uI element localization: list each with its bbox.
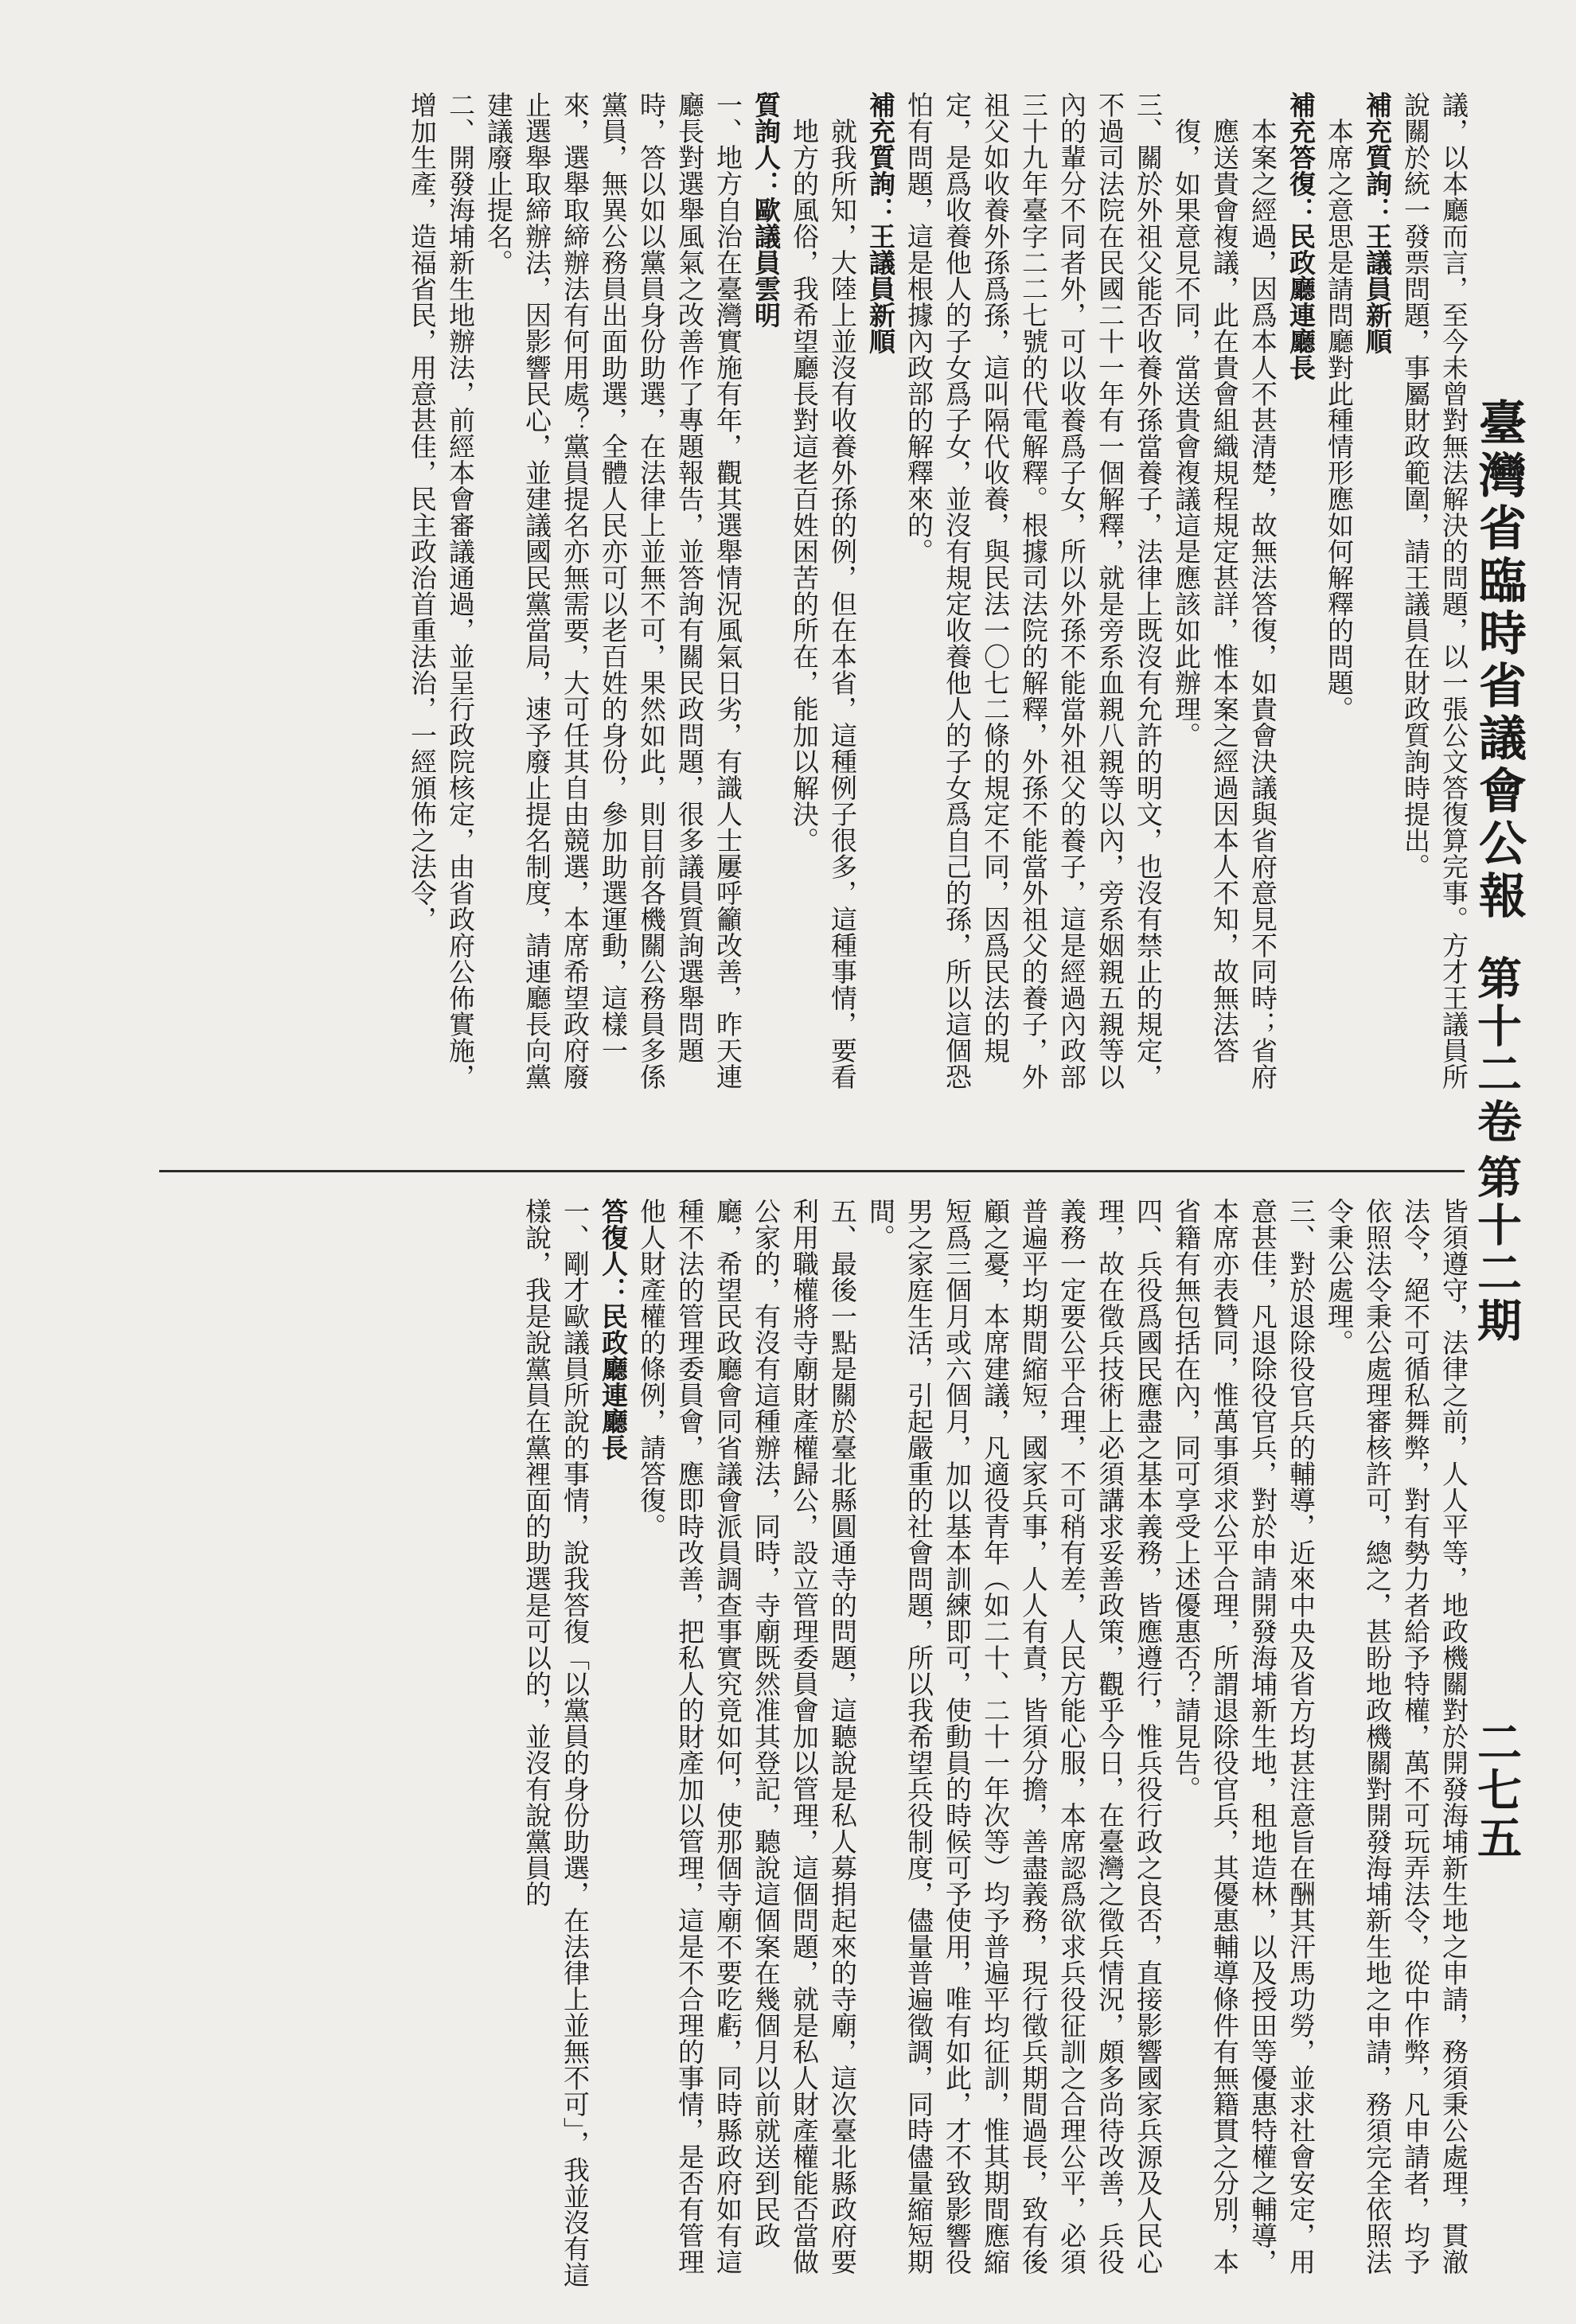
paragraph: 本案之經過，因爲本人不甚清楚，故無法答復，如貴會決議與省府意見不同時；省府應送貴會複議，此在貴會組織規程規定甚詳，惟本案之經過因本人不知，故無法答復，如果意見不同，當送貴會複議這是應該如此辦理。 <box>1171 118 1278 1090</box>
speaker-label: 補充答復：民政廳連廳長 <box>1285 92 1317 380</box>
paragraph: 三、對於退除役官兵的輔導，近來中央及省方均甚注意旨在酬其汗馬功勞，並求社會安定，用意甚佳，凡退除役官兵，對於申請開發海埔新生地，租地造林，以及授田等優惠特權之輔導，本席亦表贊同，惟萬事須求公平合理，所謂退除役官兵，其優惠輔導條件有無籍貫之分別，本省籍有無包括在內，同可享受上述優惠否？請見告。 <box>1171 1198 1317 2275</box>
upper-text-block <box>183 92 1473 1094</box>
paragraph: 三、關於外祖父能否收養外孫當養子，法律上既沒有允許的明文，也沒有禁止的規定，不過司法院在民國二十一年有一個解釋，就是旁系血親八親等以內，旁系姻親五親等以內的輩分不同者外，可以收養爲子女，所以外孫不能當外祖父的養子，這是經過內政部三十九年臺字二二七號的代電解釋。根據司法院的解釋，外孫不能當外祖父的養子，外祖父如收養外孫爲孫，這叫隔代收養，與民法一〇七二條的規定不同，因爲民法的規定，是爲收養他人的子女爲子女，並沒有規定收養他人的子女爲自己的孫，所以這個恐怕有問題，這是根據內政部的解釋來的。 <box>903 92 1164 1090</box>
issue-label: 第十二期 <box>1470 1154 1523 1345</box>
paragraph: 五、最後一點是關於臺北縣圓通寺的問題，這聽說是私人募捐起來的寺廟，這次臺北縣政府要利用職權將寺廟財產權歸公，設立管理委員會加以管理，這個問題，就是私人財產權能否當做公家的，有沒有這種辦法，同時，寺廟既然准其登記，聽說這個案在幾個月以前就送到民政廳，希望民政廳會同省議會派員調查事實究竟如何，使那個寺廟不要吃虧，同時縣政府如有這種不法的管理委員會，應即時改善，把私人的財產加以管理，這是不合理的事情，是否有管理他人財產權的條例，請答復。 <box>636 1198 858 2275</box>
speaker-label: 補充質詢：王議員新順 <box>1362 92 1393 354</box>
volume-label: 第十二卷 <box>1470 955 1523 1146</box>
paragraph: 就我所知，大陸上並沒有收養外孫的例，但在本省，這種例子很多，這種事情，要看地方的風俗，我希望廳長對這老百姓困苦的所在，能加以解決。 <box>789 118 858 1090</box>
paragraph: 皆須遵守，法律之前，人人平等，地政機關對於開發海埔新生地之申請，務須秉公處理，貫澈法令，絕不可循私舞弊，對有勢力者給予特權，萬不可玩弄法令，從中作弊，凡申請者，均予依照法令秉公處理審核許可，總之，甚盼地政機關對開發海埔新生地之申請，務須完全依照法令秉公處理。 <box>1324 1198 1469 2275</box>
paragraph: 四、兵役爲國民應盡之基本義務，皆應遵行，惟兵役行政之良否，直接影響國家兵源及人民心理，故在徵兵技術上必須講求妥善政策，觀乎今日，在臺灣之徵兵情況，頗多尚待改善，兵役義務一定要公平合理，不可稍有差，人民方能心服，本席認爲欲求兵役征訓之合理公平，必須普遍平均期間縮短，國家兵事，人人有責，皆須分擔，善盡義務，現行徵兵期間過長，致有後顧之憂，本席建議，凡適役青年（如二十、二十一年次等）均予普遍平均征訓，惟其期間應縮短爲三個月或六個月，加以基本訓練即可，使動員的時候可予使用，唯有如此，才不致影響役男之家庭生活，引起嚴重的社會問題，所以我希望兵役制度，儘量普遍徵調，同時儘量縮短期間。 <box>865 1198 1164 2275</box>
page-number: 二七五 <box>1470 1719 1523 1862</box>
section-divider <box>159 1170 1465 1172</box>
gazette-title: 臺灣省臨時省議會公報 <box>1471 398 1527 923</box>
lower-text-block <box>183 1198 1473 2300</box>
paragraph: 本席之意思是請問廳對此種情形應如何解釋的問題。 <box>1324 118 1355 722</box>
paragraph: 一、剛才歐議員所說的事情，說我答復「以黨員的身份助選，在法律上並無不可」，我並沒有這樣說，我是說黨員在黨裡面的助選是可以的，並沒有說黨員的 <box>521 1198 591 2288</box>
paragraph: 議，以本廳而言，至今未曾對無法解決的問題，以一張公文答復算完事。方才王議員所說關於統一發票問題，事屬財政範圍，請王議員在財政質詢時提出。 <box>1400 92 1469 1090</box>
paragraph: 二、開發海埔新生地辦法，前經本會審議通過，並呈行政院核定，由省政府公佈實施，增加生產，造福省民，用意甚佳，民主政治首重法治，一經頒佈之法令， <box>407 92 476 1090</box>
speaker-label: 質詢人：歐議員雲明 <box>751 92 782 328</box>
paragraph: 一、地方自治在臺灣實施有年，觀其選舉情況風氣日劣，有識人士屢呼籲改善，昨天連廳長對選舉風氣之改善作了專題報告，並答詢有關民政問題，很多議員質詢選舉問題時，答以如以黨員身份助選，在法律上並無不可，果然如此，則目前各機關公務員多係黨員，無異公務員出面助選，全體人民亦可以老百姓的身份，參加助選運動，這樣一來，選舉取締辦法有何用處？黨員提名亦無需要，大可任其自由競選，本席希望政府廢止選舉取締辦法，因影響民心，並建議國民黨當局，速予廢止提名制度，請連廳長向黨建議廢止提名。 <box>483 92 743 1090</box>
speaker-label: 答復人：民政廳連廳長 <box>598 1198 629 1460</box>
speaker-label: 補充質詢：王議員新順 <box>865 92 896 354</box>
